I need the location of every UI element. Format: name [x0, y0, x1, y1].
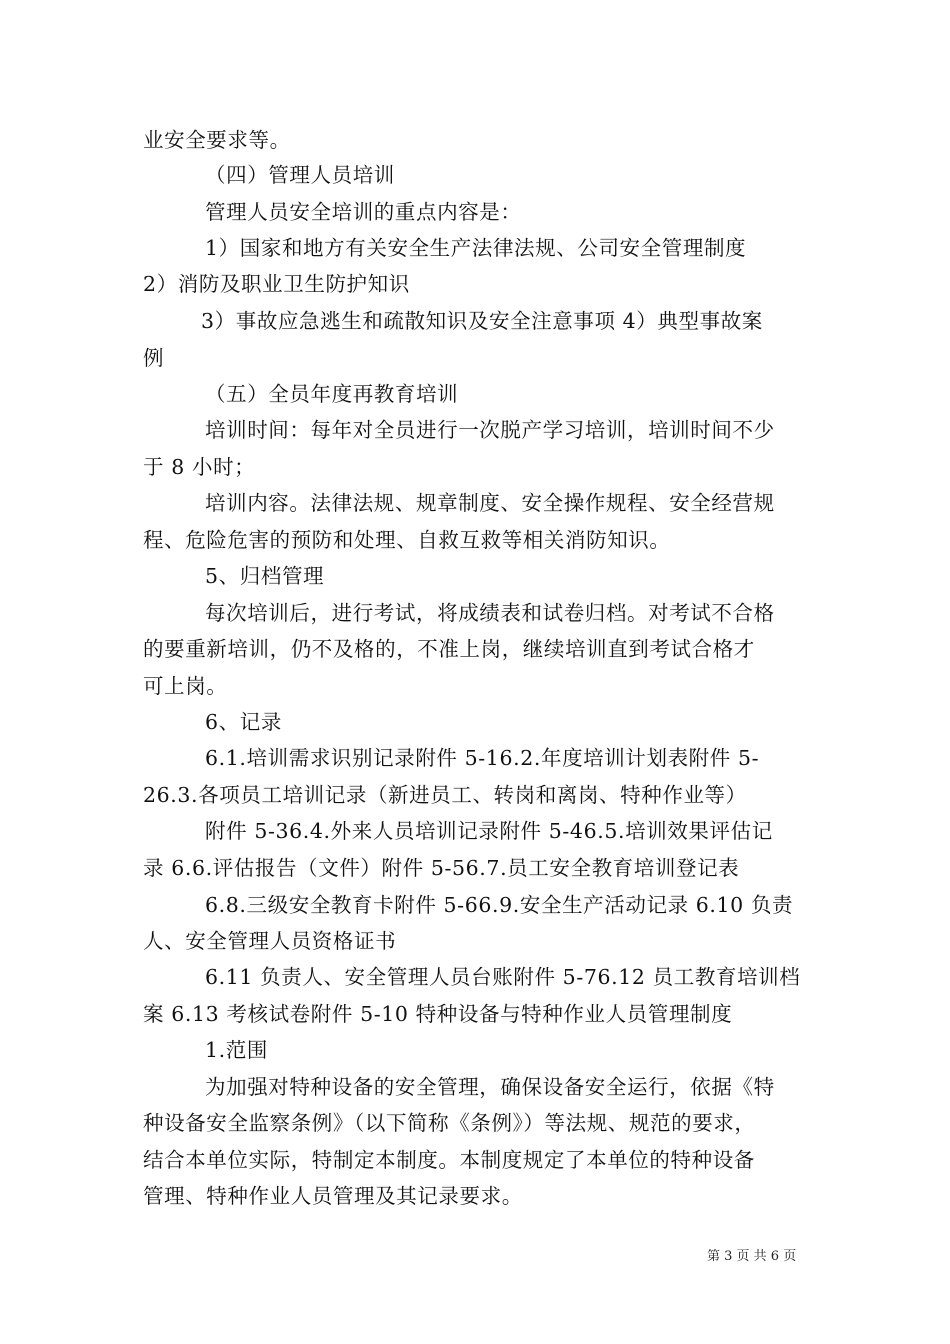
text-line: 培训时间：每年对全员进行一次脱产学习培训，培训时间不少	[205, 418, 775, 442]
text-line: 附件 5-36.4.外来人员培训记录附件 5-46.5.培训效果评估记	[205, 819, 773, 843]
text-line: 管理、特种作业人员管理及其记录要求。	[143, 1184, 523, 1208]
page-number: 第 3 页 共 6 页	[707, 1249, 797, 1264]
section-heading: （四）管理人员培训	[205, 163, 395, 187]
text-line: 录 6.6.评估报告（文件）附件 5-56.7.员工安全教育培训登记表	[143, 856, 740, 880]
text-line: 人、安全管理人员资格证书	[143, 929, 397, 953]
text-line: 结合本单位实际，特制定本制度。本制度规定了本单位的特种设备	[143, 1148, 755, 1172]
text-line: 管理人员安全培训的重点内容是：	[205, 200, 522, 224]
text-line: 案 6.13 考核试卷附件 5-10 特种设备与特种作业人员管理制度	[143, 1002, 733, 1026]
section-heading: 1.范围	[205, 1038, 268, 1062]
text-line: 26.3.各项员工培训记录（新进员工、转岗和离岗、特种作业等）	[143, 783, 747, 807]
list-item: 2）消防及职业卫生防护知识	[143, 272, 410, 296]
text-line: 种设备安全监察条例》（以下简称《条例》）等法规、规范的要求，	[143, 1111, 756, 1135]
text-line: 6.11 负责人、安全管理人员台账附件 5-76.12 员工教育培训档	[205, 965, 801, 989]
text-line: 每次培训后，进行考试，将成绩表和试卷归档。对考试不合格	[205, 601, 775, 625]
text-line: 的要重新培训，仍不及格的，不准上岗，继续培训直到考试合格才	[143, 637, 755, 661]
text-line: 业安全要求等。	[143, 128, 291, 152]
text-line: 例	[143, 346, 165, 370]
text-line: 6.8.三级安全教育卡附件 5-66.9.安全生产活动记录 6.10 负责	[205, 893, 794, 917]
section-heading: 6、记录	[205, 710, 282, 734]
text-line: 程、危险危害的预防和处理、自救互救等相关消防知识。	[143, 528, 671, 552]
list-item: 3）事故应急逃生和疏散知识及安全注意事项 4）典型事故案	[201, 309, 763, 333]
text-line: 6.1.培训需求识别记录附件 5-16.2.年度培训计划表附件 5-	[205, 746, 760, 770]
text-line: 于 8 小时；	[143, 455, 256, 479]
text-line: 培训内容。法律法规、规章制度、安全操作规程、安全经营规	[205, 491, 775, 515]
section-heading: （五）全员年度再教育培训	[205, 382, 459, 406]
text-line: 为加强对特种设备的安全管理，确保设备安全运行，依据《特	[205, 1075, 775, 1099]
list-item: 1）国家和地方有关安全生产法律法规、公司安全管理制度	[205, 236, 747, 260]
text-line: 可上岗。	[143, 674, 228, 698]
section-heading: 5、归档管理	[205, 564, 325, 588]
